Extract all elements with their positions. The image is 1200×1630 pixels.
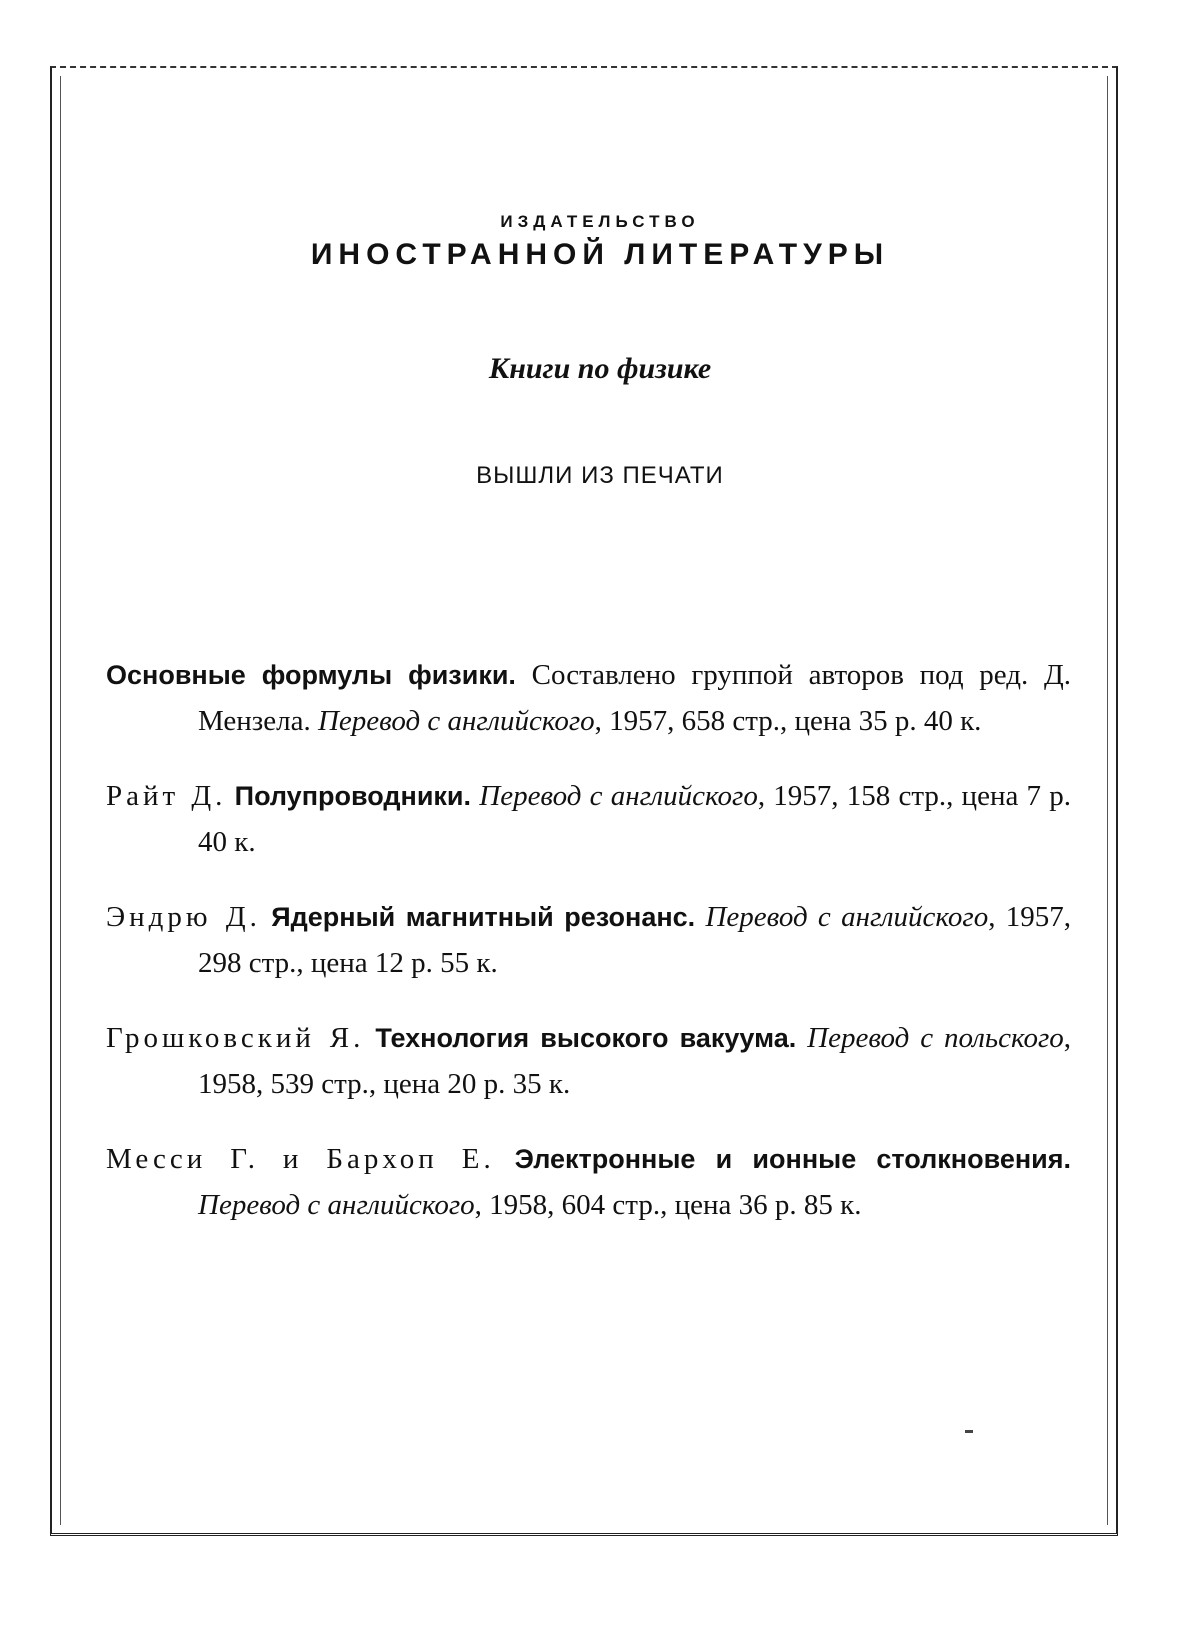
book-author: Райт Д. [106,780,227,812]
book-title: Основные формулы физики. [106,660,516,690]
book-description [796,1022,807,1054]
book-translation: Перевод с польского [807,1022,1064,1054]
book-translation: Перевод с английского [705,901,989,933]
book-title: Ядерный магнитный резонанс. [271,902,696,932]
book-translation: Перевод с английского [198,1189,475,1221]
book-details: , 1957, 658 стр., цена 35 р. 40 к. [594,705,982,737]
section-subtitle: ВЫШЛИ ИЗ ПЕЧАТИ [476,462,724,489]
book-details: , 1957, 158 стр., цена 7 р. 40 к. [198,780,1072,858]
book-description: Составлено группой авторов под ред. Д. Мензела. [198,659,1071,737]
book-details: , 1958, 604 стр., цена 36 р. 85 к. [474,1189,862,1221]
book-author: Месси Г. и Бархоп Е. [106,1143,495,1175]
book-description [695,901,705,933]
book-entry [106,894,1071,986]
book-title: Электронные и ионные столкновения. [514,1144,1071,1174]
book-entry [106,773,1071,865]
print-speck [965,1430,973,1433]
book-entry [106,1015,1071,1107]
book-author: Эндрю Д. [106,901,261,933]
section-title: Книги по физике [488,352,712,385]
book-entry [106,652,1071,744]
book-entry [106,1136,1071,1228]
book-list [106,623,1071,1248]
publisher-label: ИЗДАТЕЛЬСТВО [500,212,700,231]
book-details: , 1957, 298 стр., цена 12 р. 55 к. [198,901,1072,979]
book-author: Грошковский Я. [106,1022,365,1054]
book-translation: Перевод с английского [479,780,758,812]
book-translation: Перевод с английского [317,705,595,737]
book-details: , 1958, 539 стр., цена 20 р. 35 к. [198,1022,1072,1100]
book-title: Полупроводники. [234,781,472,811]
book-title: Технология высокого вакуума. [375,1023,797,1053]
publisher-name: ИНОСТРАННОЙ ЛИТЕРАТУРЫ [310,238,890,271]
